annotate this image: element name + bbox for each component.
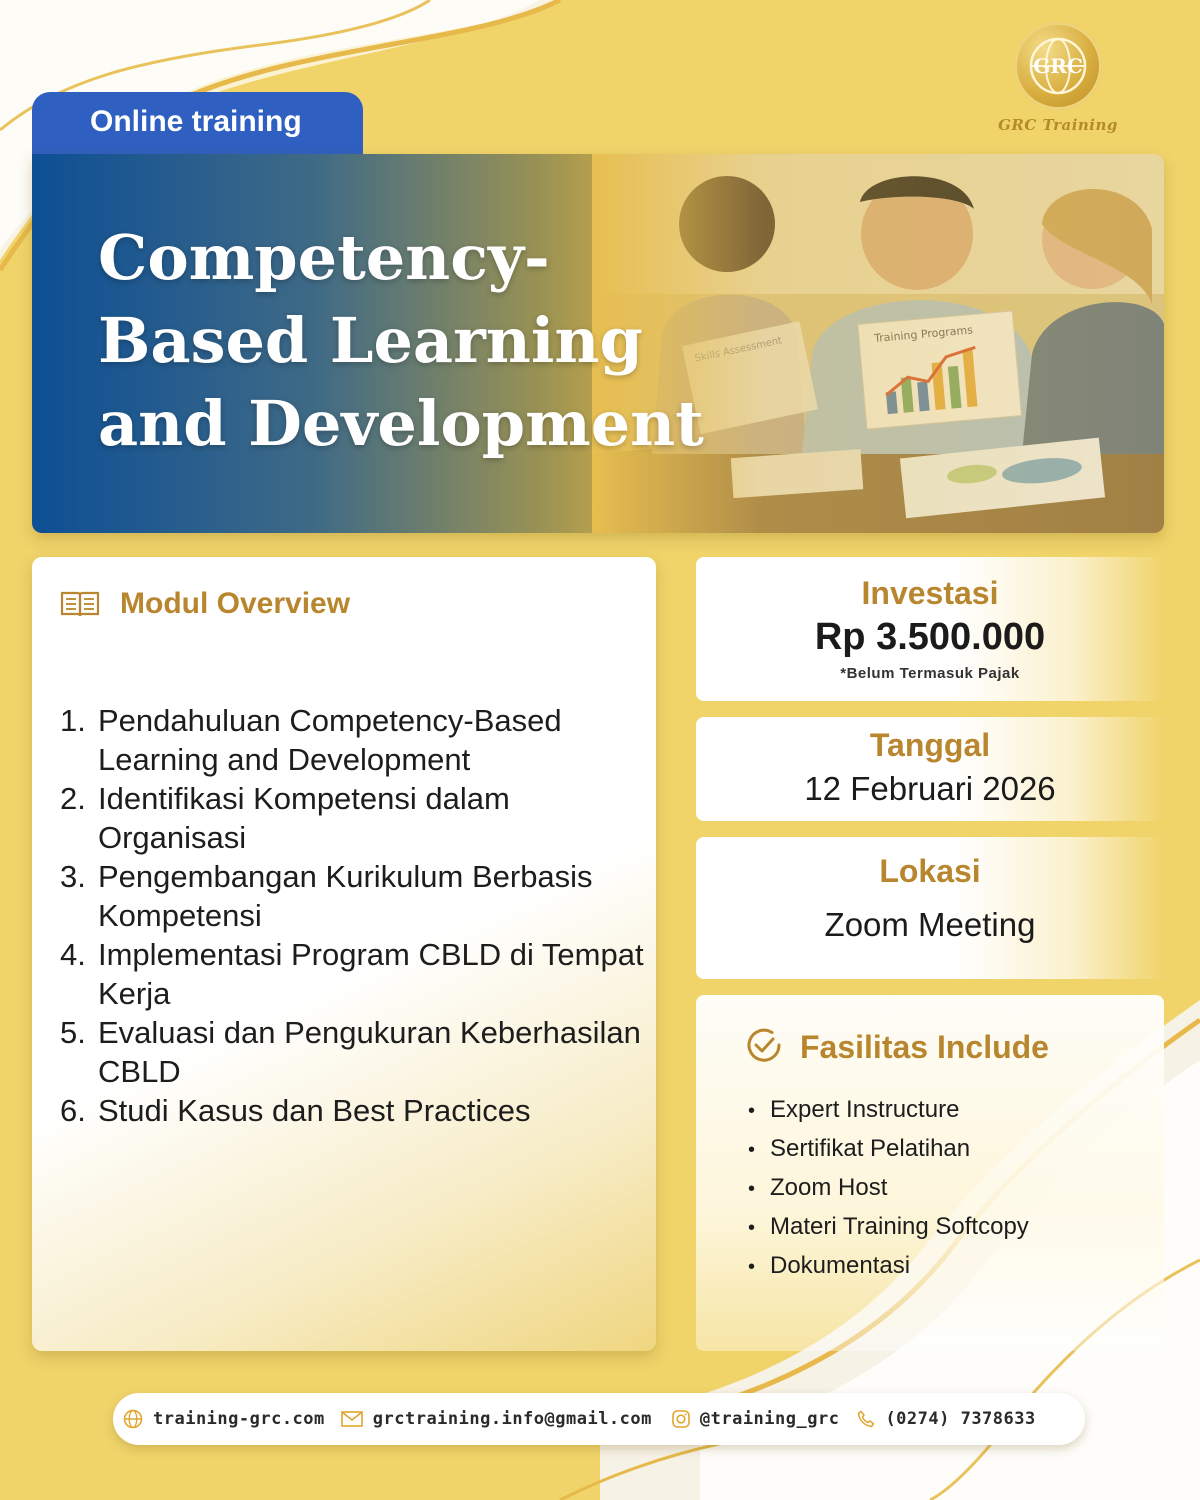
module-overview-card xyxy=(32,557,656,1351)
module-title: Modul Overview xyxy=(120,587,351,620)
item-number: 2. xyxy=(60,781,86,816)
hero-title xyxy=(98,216,738,465)
fasilitas-header xyxy=(744,1025,1049,1070)
instagram-icon xyxy=(672,1410,690,1428)
website-text: training-grc.com xyxy=(153,1409,325,1429)
hero-title-line-2: Based Learning xyxy=(98,304,643,377)
fasilitas-card xyxy=(696,995,1164,1351)
tax-note: *Belum Termasuk Pajak xyxy=(840,665,1020,682)
item-text: Pendahuluan Competency-Based Learning and Development xyxy=(98,703,562,777)
list-item: • Zoom Host xyxy=(748,1169,1029,1208)
list-item xyxy=(60,1013,650,1091)
fasilitas-list xyxy=(748,1091,1029,1286)
instagram-text: @training_grc xyxy=(699,1409,840,1429)
website-link[interactable] xyxy=(123,1409,325,1429)
mail-icon xyxy=(341,1411,363,1427)
email-link[interactable] xyxy=(341,1409,652,1429)
grc-logo xyxy=(988,22,1128,142)
online-training-tag: Online training xyxy=(32,92,363,156)
globe-logo-icon xyxy=(1014,22,1102,110)
list-item: • Sertifikat Pelatihan xyxy=(748,1130,1029,1169)
item-number: 4. xyxy=(60,937,86,972)
list-item xyxy=(60,857,650,935)
investasi-label: Investasi xyxy=(861,575,999,611)
logo-text: GRC Training xyxy=(998,116,1118,134)
module-header xyxy=(60,587,350,621)
phone-link[interactable] xyxy=(857,1409,1035,1429)
list-item xyxy=(60,1091,650,1130)
item-text: Pengembangan Kurikulum Berbasis Kompetensi xyxy=(98,859,593,933)
lokasi-value: Zoom Meeting xyxy=(824,906,1036,943)
module-list xyxy=(60,701,650,1130)
item-text: Identifikasi Kompetensi dalam Organisasi xyxy=(98,781,510,855)
tanggal-label: Tanggal xyxy=(869,727,991,763)
hero-title-line-1: Competency- xyxy=(98,221,550,294)
lokasi-card xyxy=(696,837,1164,979)
item-number: 3. xyxy=(60,859,86,894)
email-text: grctraining.info@gmail.com xyxy=(372,1409,652,1429)
lokasi-label: Lokasi xyxy=(879,853,981,889)
instagram-link[interactable] xyxy=(672,1409,840,1429)
svg-text:GRC: GRC xyxy=(1033,54,1083,78)
item-number: 1. xyxy=(60,703,86,738)
book-icon xyxy=(60,590,100,618)
fasilitas-title: Fasilitas Include xyxy=(800,1029,1049,1065)
hero-banner xyxy=(32,154,1164,533)
check-circle-icon xyxy=(744,1025,784,1070)
list-item xyxy=(60,779,650,857)
list-item: • Dokumentasi xyxy=(748,1247,1029,1286)
investasi-card xyxy=(696,557,1164,701)
hero-title-line-3: and Development xyxy=(98,387,704,460)
phone-text: (0274) 7378633 xyxy=(885,1409,1036,1429)
phone-icon xyxy=(857,1410,875,1428)
list-item: • Materi Training Softcopy xyxy=(748,1208,1029,1247)
investasi-price: Rp 3.500.000 xyxy=(814,616,1046,658)
globe-icon xyxy=(123,1409,143,1429)
item-text: Studi Kasus dan Best Practices xyxy=(98,1093,531,1128)
item-text: Implementasi Program CBLD di Tempat Kerja xyxy=(98,937,644,1011)
tanggal-card xyxy=(696,717,1164,821)
contact-footer xyxy=(113,1393,1085,1445)
list-item: • Expert Instructure xyxy=(748,1091,1029,1130)
item-text: Evaluasi dan Pengukuran Keberhasilan CBLD xyxy=(98,1015,641,1089)
list-item xyxy=(60,701,650,779)
list-item xyxy=(60,935,650,1013)
item-number: 5. xyxy=(60,1015,86,1050)
item-number: 6. xyxy=(60,1093,86,1128)
tanggal-value: 12 Februari 2026 xyxy=(804,770,1056,807)
